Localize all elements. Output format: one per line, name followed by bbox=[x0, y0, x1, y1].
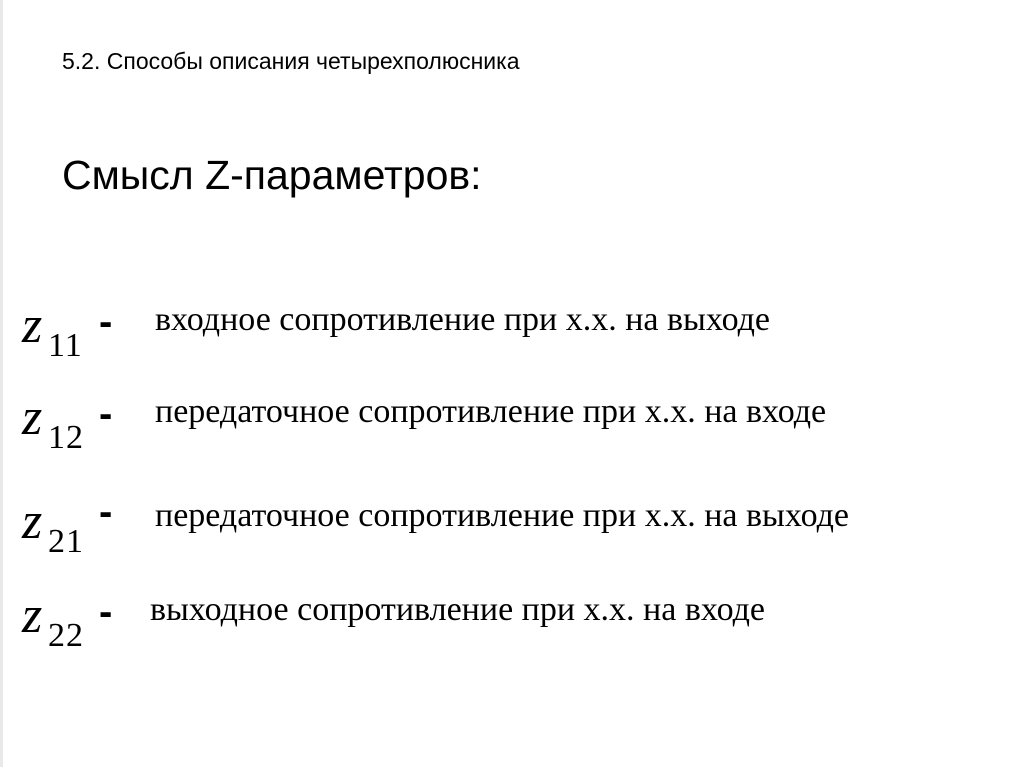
symbol-letter: z bbox=[22, 389, 43, 446]
param-row-z22 bbox=[0, 586, 1024, 666]
param-dash: - bbox=[99, 392, 113, 436]
param-row-z11 bbox=[0, 296, 1024, 376]
param-row-z21 bbox=[0, 492, 1024, 572]
param-description: передаточное сопротивление при х.х. на выходе bbox=[155, 497, 849, 534]
param-dash: - bbox=[99, 490, 113, 534]
symbol-letter: z bbox=[22, 297, 43, 354]
symbol-subscript: 12 bbox=[48, 419, 84, 456]
symbol-subscript: 21 bbox=[48, 523, 84, 560]
section-heading: 5.2. Способы описания четырехполюсника bbox=[62, 48, 520, 74]
symbol-letter: z bbox=[22, 587, 43, 644]
symbol-letter: z bbox=[22, 493, 43, 550]
param-description: входное сопротивление при х.х. на выходе bbox=[155, 301, 771, 338]
param-description: передаточное сопротивление при х.х. на входе bbox=[155, 393, 827, 430]
param-dash: - bbox=[99, 300, 113, 344]
slide-title: Смысл Z-параметров: bbox=[62, 152, 482, 198]
symbol-subscript: 11 bbox=[48, 327, 83, 364]
param-description: выходное сопротивление при х.х. на входе bbox=[150, 591, 766, 628]
param-dash: - bbox=[99, 590, 113, 634]
param-row-z12 bbox=[0, 388, 1024, 468]
symbol-subscript: 22 bbox=[48, 617, 84, 654]
